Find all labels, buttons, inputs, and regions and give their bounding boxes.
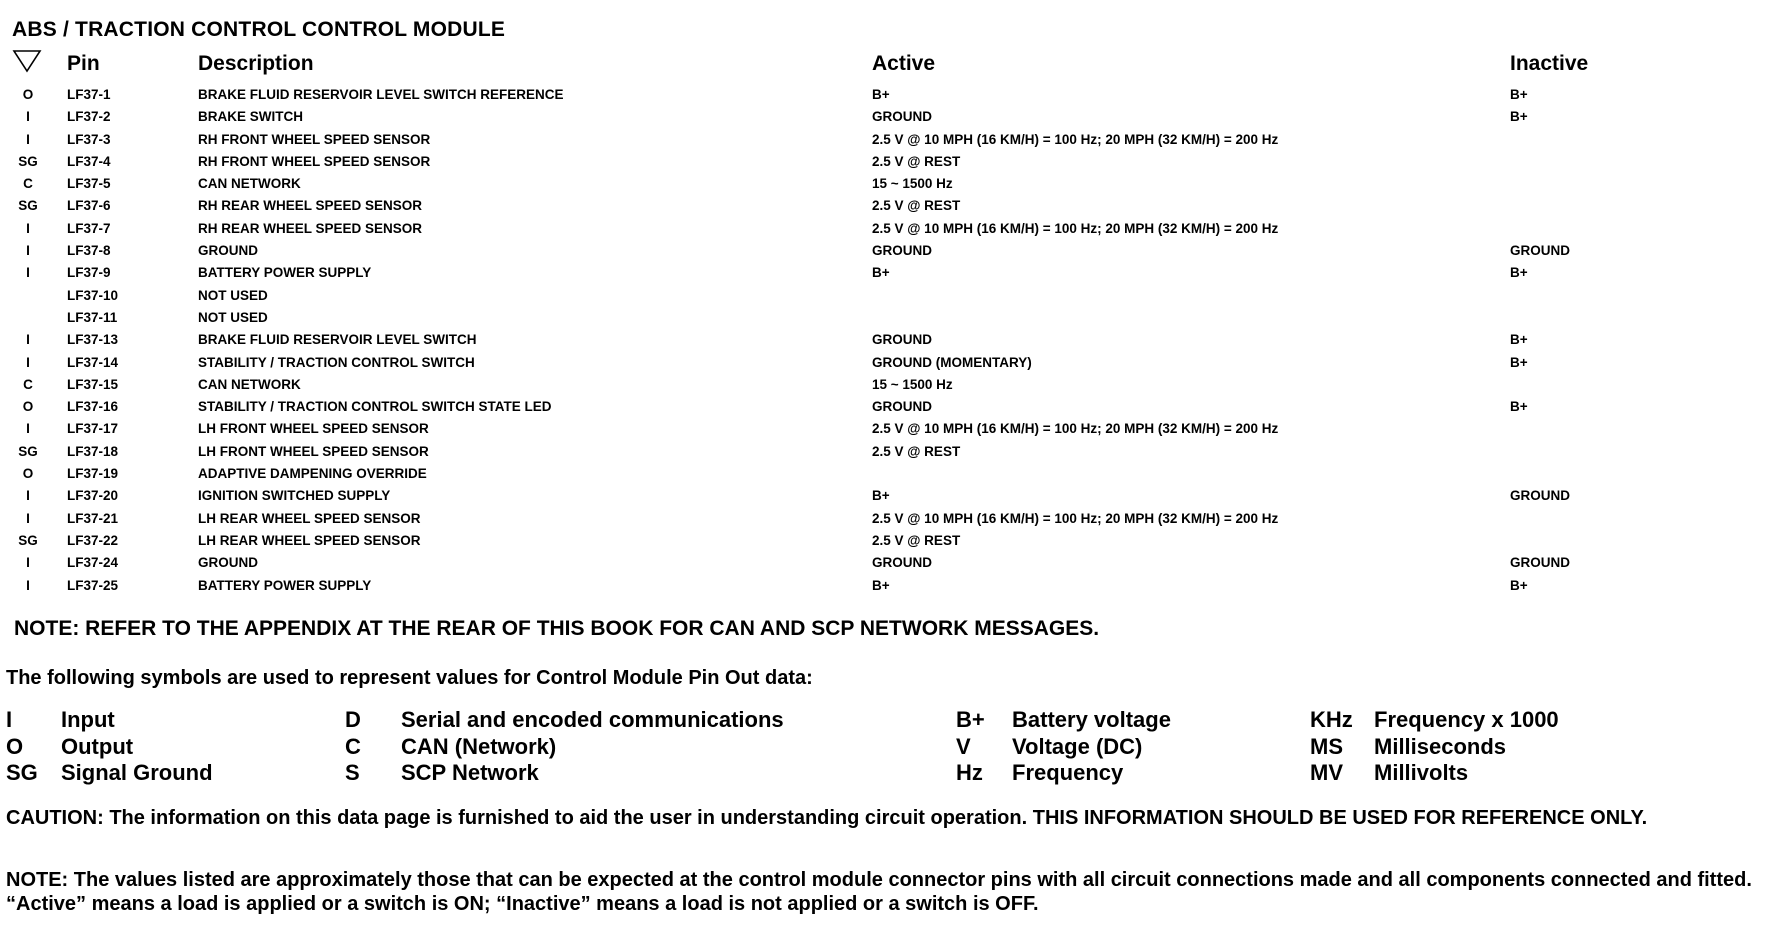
pin-number: LF37-24	[67, 555, 119, 571]
pin-description: CAN NETWORK	[198, 376, 301, 392]
table-row	[0, 441, 1790, 463]
pin-type: I	[26, 354, 30, 370]
active-value: 2.5 V @ REST	[872, 198, 961, 214]
table-row	[0, 307, 1790, 329]
pin-description: LH REAR WHEEL SPEED SENSOR	[198, 510, 421, 526]
table-row	[0, 84, 1790, 106]
legend-symbol: B+	[956, 707, 985, 732]
legend-definition: Battery voltage	[1012, 707, 1171, 732]
values-note: NOTE: The values listed are approximately those that can be expected at the control module connector pins with all circuit connections made and all components connected and fitted. “Active” means a load is applied or a switch is ON; “Inactive” means a load is not applied or a switch is OFF.	[6, 869, 1752, 915]
active-value: B+	[872, 488, 890, 504]
active-value: 2.5 V @ REST	[872, 532, 961, 548]
active-value: 15 ~ 1500 Hz	[872, 176, 953, 192]
legend-symbol: C	[345, 733, 361, 759]
pin-number: LF37-9	[67, 265, 111, 281]
table-row	[0, 106, 1790, 128]
pin-type: I	[26, 220, 30, 236]
pin-description: CAN NETWORK	[198, 176, 301, 192]
pin-number: LF37-2	[67, 109, 111, 125]
active-value: B+	[872, 577, 890, 593]
legend-definition: Serial and encoded communications	[401, 707, 784, 732]
legend-definition: Voltage (DC)	[1012, 733, 1143, 759]
legend-symbol: O	[6, 733, 24, 759]
active-value: GROUND	[872, 399, 932, 415]
pin-description: RH FRONT WHEEL SPEED SENSOR	[198, 131, 431, 147]
table-row	[0, 552, 1790, 574]
header-description: Description	[198, 52, 314, 75]
pin-description: LH FRONT WHEEL SPEED SENSOR	[198, 421, 429, 437]
inactive-value: B+	[1510, 399, 1528, 415]
pin-type: I	[26, 332, 30, 348]
pin-number: LF37-7	[67, 220, 111, 236]
pin-description: LH FRONT WHEEL SPEED SENSOR	[198, 443, 429, 459]
pin-description: BRAKE FLUID RESERVOIR LEVEL SWITCH	[198, 332, 477, 348]
pin-number: LF37-25	[67, 577, 119, 593]
pin-number: LF37-20	[67, 488, 119, 504]
pin-type: SG	[18, 153, 38, 169]
inactive-value: B+	[1510, 332, 1528, 348]
pin-type: SG	[18, 198, 38, 214]
legend-definition: Frequency	[1012, 760, 1124, 785]
legend-definition: Output	[61, 733, 134, 759]
legend-symbol: D	[345, 707, 361, 732]
pin-description: NOT USED	[198, 287, 268, 303]
pin-type: I	[26, 488, 30, 504]
pin-description: GROUND	[198, 243, 258, 259]
pin-table	[0, 84, 1790, 597]
table-row	[0, 151, 1790, 173]
inactive-value: GROUND	[1510, 555, 1570, 571]
pin-type: C	[23, 176, 33, 192]
pin-type: C	[23, 376, 33, 392]
pin-description: STABILITY / TRACTION CONTROL SWITCH STATE LED	[198, 399, 552, 415]
pin-description: NOT USED	[198, 309, 268, 325]
pin-number: LF37-5	[67, 176, 111, 192]
legend-symbol: S	[345, 760, 360, 785]
pin-type: I	[26, 243, 30, 259]
pin-description: ADAPTIVE DAMPENING OVERRIDE	[198, 466, 427, 482]
legend-definition: Millivolts	[1374, 760, 1469, 785]
pin-description: BATTERY POWER SUPPLY	[198, 265, 372, 281]
pin-type: SG	[18, 532, 38, 548]
pin-number: LF37-10	[67, 287, 119, 303]
table-row	[0, 485, 1790, 507]
pin-description: GROUND	[198, 555, 258, 571]
legend-definition: Frequency x 1000	[1374, 707, 1559, 732]
pin-number: LF37-18	[67, 443, 119, 459]
table-row	[0, 530, 1790, 552]
legend-symbol: MV	[1310, 760, 1343, 785]
active-value: GROUND	[872, 555, 932, 571]
pin-number: LF37-8	[67, 243, 111, 259]
pin-number: LF37-19	[67, 466, 119, 482]
table-row	[0, 575, 1790, 597]
pin-type: I	[26, 131, 30, 147]
active-value: 2.5 V @ REST	[872, 153, 961, 169]
active-value: 2.5 V @ 10 MPH (16 KM/H) = 100 Hz; 20 MPH (32 KM/H) = 200 Hz	[872, 421, 1279, 437]
table-row	[0, 352, 1790, 374]
pin-number: LF37-13	[67, 332, 119, 348]
inactive-value: B+	[1510, 577, 1528, 593]
pin-description: STABILITY / TRACTION CONTROL SWITCH	[198, 354, 475, 370]
pin-number: LF37-3	[67, 131, 111, 147]
legend-definition: Input	[61, 707, 115, 732]
active-value: B+	[872, 265, 890, 281]
active-value: B+	[872, 87, 890, 102]
pin-number: LF37-17	[67, 421, 119, 437]
pin-type: O	[22, 87, 34, 102]
table-row	[0, 418, 1790, 440]
table-row	[0, 396, 1790, 418]
pin-type: I	[26, 421, 30, 437]
pin-type: I	[26, 109, 30, 125]
pin-number: LF37-22	[67, 532, 119, 548]
pin-type: O	[22, 399, 34, 415]
active-value: GROUND (MOMENTARY)	[872, 354, 1032, 370]
legend-symbol: I	[6, 707, 13, 732]
active-value: 2.5 V @ REST	[872, 443, 961, 459]
caution-text: CAUTION: The information on this data page is furnished to aid the user in understanding circuit operation. THIS INFORMATION SHOULD BE USED FOR REFERENCE ONLY.	[6, 807, 1648, 829]
table-row	[0, 218, 1790, 240]
active-value: 15 ~ 1500 Hz	[872, 376, 953, 392]
page-title: ABS / TRACTION CONTROL CONTROL MODULE	[12, 18, 506, 41]
legend-definition: Milliseconds	[1374, 733, 1507, 759]
legend-definition: SCP Network	[401, 760, 539, 785]
pin-number: LF37-14	[67, 354, 119, 370]
inactive-value: B+	[1510, 87, 1528, 102]
pin-description: BRAKE SWITCH	[198, 109, 303, 125]
table-row	[0, 285, 1790, 307]
table-row	[0, 374, 1790, 396]
header-pin: Pin	[67, 52, 100, 75]
pin-description: RH REAR WHEEL SPEED SENSOR	[198, 198, 423, 214]
pin-number: LF37-21	[67, 510, 119, 526]
legend-symbol: Hz	[956, 760, 983, 785]
pin-description: BRAKE FLUID RESERVOIR LEVEL SWITCH REFERENCE	[198, 87, 564, 102]
symbols-intro: The following symbols are used to represent values for Control Module Pin Out data:	[6, 667, 813, 689]
pin-description: RH FRONT WHEEL SPEED SENSOR	[198, 153, 431, 169]
legend-symbol: V	[956, 733, 971, 759]
legend-symbol: MS	[1310, 733, 1343, 759]
table-row	[0, 195, 1790, 217]
legend-symbol: KHz	[1310, 707, 1353, 732]
pin-type: I	[26, 555, 30, 571]
pin-type: I	[26, 577, 30, 593]
pin-number: LF37-1	[67, 87, 111, 102]
active-value: 2.5 V @ 10 MPH (16 KM/H) = 100 Hz; 20 MPH (32 KM/H) = 200 Hz	[872, 220, 1279, 236]
table-row	[0, 129, 1790, 151]
pin-number: LF37-6	[67, 198, 111, 214]
pin-number: LF37-11	[67, 309, 118, 325]
pin-number: LF37-16	[67, 399, 119, 415]
legend-definition: CAN (Network)	[401, 733, 557, 759]
triangle-down-icon	[12, 48, 42, 74]
active-value: 2.5 V @ 10 MPH (16 KM/H) = 100 Hz; 20 MPH (32 KM/H) = 200 Hz	[872, 510, 1279, 526]
pin-description: LH REAR WHEEL SPEED SENSOR	[198, 532, 421, 548]
table-row	[0, 329, 1790, 351]
active-value: GROUND	[872, 243, 932, 259]
inactive-value: B+	[1510, 265, 1528, 281]
header-active: Active	[872, 52, 936, 75]
appendix-note: NOTE: REFER TO THE APPENDIX AT THE REAR OF THIS BOOK FOR CAN AND SCP NETWORK MESSAGES.	[14, 617, 1100, 640]
header-inactive: Inactive	[1510, 52, 1589, 75]
pin-number: LF37-4	[67, 153, 111, 169]
pin-description: IGNITION SWITCHED SUPPLY	[198, 488, 391, 504]
active-value: 2.5 V @ 10 MPH (16 KM/H) = 100 Hz; 20 MPH (32 KM/H) = 200 Hz	[872, 131, 1279, 147]
pin-type: SG	[18, 443, 38, 459]
pin-type: O	[22, 466, 34, 482]
inactive-value: GROUND	[1510, 488, 1570, 504]
legend-symbol: SG	[6, 760, 38, 785]
inactive-value: GROUND	[1510, 243, 1570, 259]
table-row	[0, 240, 1790, 262]
table-row	[0, 173, 1790, 195]
table-row	[0, 463, 1790, 485]
table-row	[0, 262, 1790, 284]
active-value: GROUND	[872, 332, 932, 348]
pin-number: LF37-15	[67, 376, 119, 392]
pin-description: RH REAR WHEEL SPEED SENSOR	[198, 220, 423, 236]
pin-type: I	[26, 510, 30, 526]
inactive-value: B+	[1510, 354, 1528, 370]
pin-description: BATTERY POWER SUPPLY	[198, 577, 372, 593]
table-row	[0, 508, 1790, 530]
inactive-value: B+	[1510, 109, 1528, 125]
active-value: GROUND	[872, 109, 932, 125]
pin-type: I	[26, 265, 30, 281]
legend-definition: Signal Ground	[61, 760, 213, 785]
